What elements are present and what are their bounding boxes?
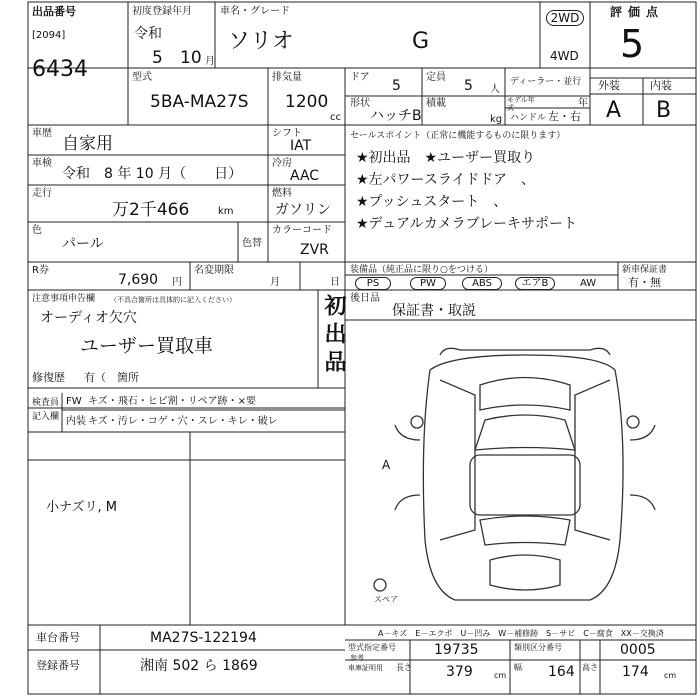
fw-items: キズ・飛石・ヒビ割・リペア跡・×要 bbox=[88, 396, 256, 407]
score-label: 評価点 bbox=[610, 5, 665, 19]
selling-point-2: ★左パワースライドドア 、 bbox=[356, 172, 536, 188]
doors: 5 bbox=[392, 78, 401, 94]
usage-label: 車歴 bbox=[32, 128, 52, 139]
selling-point-3: ★プッシュスタート 、 bbox=[356, 194, 508, 210]
person-unit: 人 bbox=[490, 84, 500, 95]
evaluation-score: 5 bbox=[620, 22, 645, 66]
notes-label: 注意事項申告欄 bbox=[32, 294, 96, 304]
equipment-label: 装備品（純正品に限り○をつける） bbox=[350, 265, 493, 275]
shift-label: シフト bbox=[272, 128, 302, 139]
exterior-label: 外装 bbox=[598, 79, 620, 92]
first-listing-vertical: 初出品 bbox=[321, 294, 346, 378]
first-reg-label: 初度登録年月 bbox=[132, 6, 192, 17]
color-code-label: カラーコード bbox=[272, 225, 332, 236]
drive-4wd: 4WD bbox=[550, 49, 579, 63]
km-unit: km bbox=[218, 206, 234, 217]
length-value: 379 bbox=[446, 664, 473, 680]
year-unit: 年 bbox=[578, 98, 588, 109]
ac-label: 冷房 bbox=[272, 158, 292, 169]
handle-label: ハンドル bbox=[510, 113, 547, 123]
car-name: ソリオ bbox=[228, 29, 294, 54]
usage: 自家用 bbox=[62, 134, 113, 154]
color-code: ZVR bbox=[300, 242, 329, 258]
equip-airbag: エアB bbox=[515, 277, 555, 290]
capacity-label: 定員 bbox=[426, 72, 446, 83]
selling-point-4: ★デュアルカメラブレーキサポート bbox=[356, 216, 578, 232]
notes-line-2: ユーザー買取車 bbox=[80, 335, 214, 357]
interior-grade: B bbox=[656, 98, 672, 123]
first-reg-era: 令和 bbox=[134, 26, 162, 42]
interior-items: キズ・汚レ・コゲ・穴・スレ・キレ・破レ bbox=[88, 416, 278, 427]
ref-label: 参考 bbox=[350, 654, 364, 662]
inspection-label: 車検 bbox=[32, 158, 52, 169]
width-label: 幅 bbox=[514, 663, 522, 672]
model-label: 型式 bbox=[132, 72, 152, 83]
width-value: 164 bbox=[548, 664, 575, 680]
model-year-label: モデル年式 bbox=[507, 96, 535, 112]
equip-abs: ABS bbox=[462, 277, 502, 290]
handle-side: 左・右 bbox=[548, 110, 581, 123]
capacity: 5 bbox=[464, 78, 473, 94]
spare-tire-label: スペア bbox=[374, 595, 398, 604]
lot-no-small: [2094] bbox=[32, 30, 66, 41]
recycle-label: R券 bbox=[32, 265, 49, 276]
extras-label: 後日品 bbox=[350, 293, 380, 304]
color-change-label: 色替 bbox=[242, 238, 262, 249]
model-code: 5BA-MA27S bbox=[150, 92, 249, 112]
first-reg-month: 10 bbox=[180, 48, 202, 68]
type-number: 19735 bbox=[434, 642, 479, 658]
inspection-date: 令和 8 年 10 月（ 日） bbox=[62, 166, 243, 182]
displacement: 1200 bbox=[285, 92, 329, 112]
length-label: 長さ bbox=[396, 663, 412, 672]
color-label: 色 bbox=[32, 225, 42, 236]
mileage-label: 走行 bbox=[32, 188, 52, 199]
fw-label: FW bbox=[66, 396, 82, 407]
body-type: ハッチB bbox=[370, 108, 422, 124]
day-unit: 日 bbox=[330, 277, 340, 288]
height-label: 高さ bbox=[582, 663, 598, 672]
registration-number: 湘南 502 ら 1869 bbox=[140, 658, 258, 674]
car-name-label: 車名・グレード bbox=[220, 6, 290, 17]
repair-history: 有（ 箇所 bbox=[84, 371, 139, 384]
cc-unit: cc bbox=[330, 112, 341, 123]
plate-label: 車庫証明用 bbox=[348, 664, 383, 672]
month-unit-2: 月 bbox=[270, 277, 280, 288]
selling-point-1: ★初出品 ★ユーザー買取り bbox=[356, 150, 536, 166]
month-unit: 月 bbox=[205, 56, 215, 67]
body-label: 形状 bbox=[350, 98, 370, 109]
extras: 保証書・取説 bbox=[392, 303, 476, 319]
height-unit: cm bbox=[664, 671, 677, 680]
equip-ps: PS bbox=[355, 277, 391, 290]
yen-unit: 円 bbox=[172, 277, 182, 288]
mileage: 万2千466 bbox=[112, 200, 190, 220]
interior-label-2: 内装 bbox=[66, 416, 86, 427]
equip-pw: PW bbox=[410, 277, 446, 290]
damage-mark-a: A bbox=[382, 458, 391, 472]
inspector-label: 検査員記入欄 bbox=[32, 398, 60, 422]
notes-line-1: オーディオ欠穴 bbox=[40, 310, 137, 326]
warranty: 有・無 bbox=[628, 276, 661, 289]
interior-label: 内装 bbox=[650, 79, 672, 92]
fuel: ガソリン bbox=[275, 202, 331, 218]
notes-label-small: （不具合箇所は具体的に記入ください） bbox=[110, 296, 236, 304]
exterior-grade: A bbox=[606, 98, 622, 123]
recycle-amount: 7,690 bbox=[118, 272, 159, 288]
shift: IAT bbox=[290, 138, 312, 154]
displacement-label: 排気量 bbox=[272, 72, 302, 83]
chassis-label: 車台番号 bbox=[36, 631, 80, 644]
selling-points-label: セールスポイント（正常に機能するものに限ります） bbox=[350, 131, 566, 141]
warranty-label: 新車保証書 bbox=[622, 265, 668, 275]
drive-2wd: 2WD bbox=[546, 10, 584, 26]
load-label: 積載 bbox=[426, 98, 446, 109]
class-number: 0005 bbox=[620, 642, 656, 658]
ac: AAC bbox=[290, 168, 320, 184]
repair-label: 修復歴 bbox=[32, 371, 65, 384]
first-reg-year: 5 bbox=[152, 48, 163, 68]
class-no-label: 類別区分番号 bbox=[514, 643, 562, 652]
fuel-label: 燃料 bbox=[272, 188, 292, 199]
length-unit: cm bbox=[494, 671, 507, 680]
lot-number: 6434 bbox=[32, 57, 88, 82]
registration-label: 登録番号 bbox=[36, 659, 80, 672]
color: パール bbox=[62, 236, 104, 252]
lot-no-label: 出品番号 bbox=[32, 5, 76, 18]
height-value: 174 bbox=[622, 664, 649, 680]
damage-legend: A－キズ E－エクボ U－凹み W－補修跡 S－サビ C－腐食 XX－交換済 bbox=[378, 629, 664, 638]
handwritten-note: 小ナズリ, M bbox=[46, 500, 117, 515]
car-grade: G bbox=[412, 29, 430, 54]
name-change-label: 名変期限 bbox=[194, 265, 234, 276]
doors-label: ドア bbox=[350, 72, 370, 83]
type-no-label: 型式指定番号 bbox=[348, 643, 396, 652]
dealer-label: ディーラー・並行 bbox=[510, 77, 582, 87]
chassis-number: MA27S-122194 bbox=[150, 630, 257, 646]
equip-aw: AW bbox=[580, 278, 597, 289]
kg-unit: kg bbox=[490, 114, 503, 125]
